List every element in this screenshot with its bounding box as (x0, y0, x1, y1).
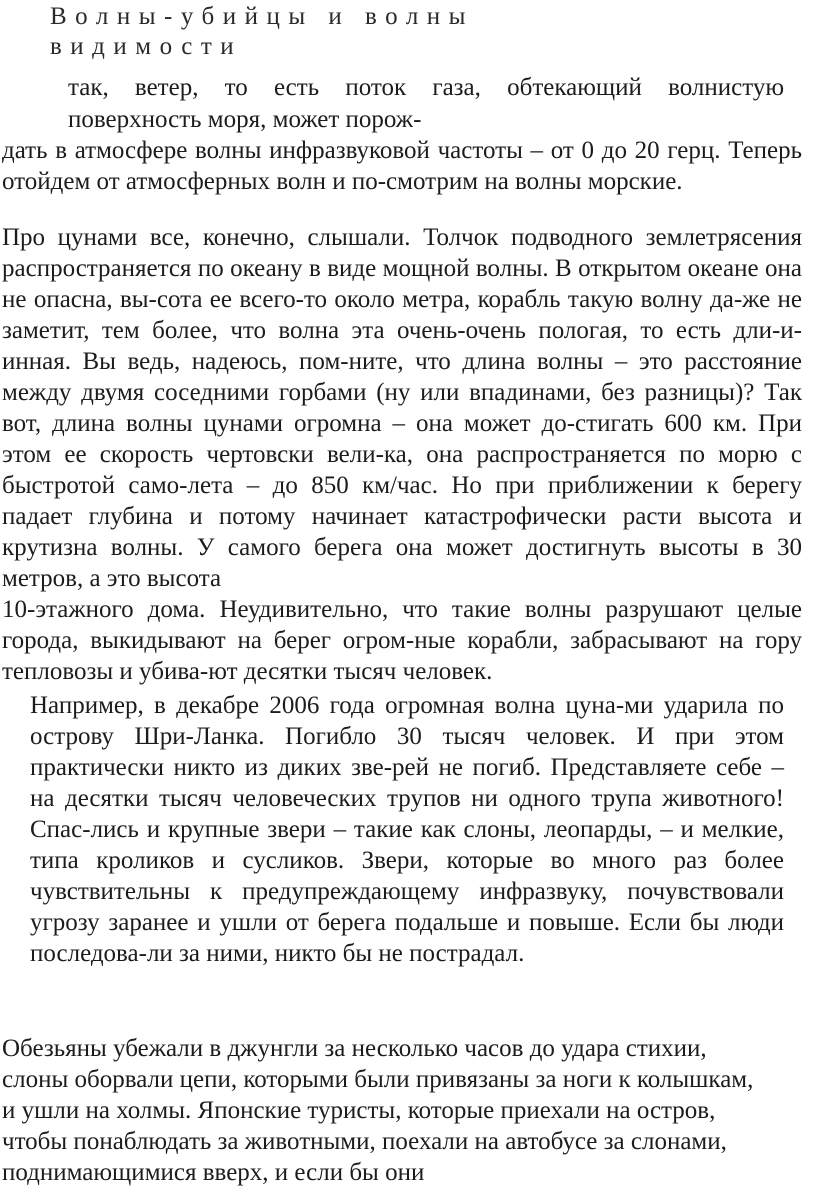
monkeys-paragraph (2, 1033, 802, 1188)
section-heading: Волны-убийцы и волны видимости (50, 3, 474, 60)
monkeys-line: слоны оборвали цепи, которыми были привязаны за ноги к колышкам, (2, 1066, 754, 1093)
monkeys-line: и ушли на холмы. Японские туристы, которые приехали на остров, (2, 1097, 716, 1124)
intro-continuation-paragraph: дать в атмосфере волны инфразвуковой частоты – от 0 до 20 герц. Теперь отойдем от атмосферных волн и по-смотрим на волны морские. (2, 137, 802, 195)
intro-line-1: так, ветер, то есть поток газа, обтекающий волнистую (68, 74, 784, 101)
monkeys-line: Обезьяны убежали в джунгли за несколько часов до удара стихии, (2, 1035, 707, 1062)
monkeys-line: чтобы понаблюдать за животными, поехали на автобусе за слонами, (2, 1128, 727, 1155)
intro-line-2: поверхность моря, может порож- (68, 106, 422, 133)
tsunami-paragraph: Про цунами все, конечно, слышали. Толчок подводного землетрясения распространяется по океану в виде мощной волны. В открытом океане она не опасна, вы-сота ее всего-то около метра, корабль такую волну да-же не заметит, тем более, что волна эта очень-очень пологая, то есть дли-и-инная. Вы ведь, надеюсь, пом-ните, что длина волны – это расстояние между двумя соседними горбами (ну или впадинами, без разницы)? Так вот, длина волны цунами огромна – она может до-стигать 600 км. При этом ее скорость чертовски вели-ка, она распространяется по морю с быстротой само-лета – до 850 км/час. Но при приближении к берегу падает глубина и потому начинает катастрофически расти высота и крутизна волны. У самого берега она может достигнуть высоты в 30 метров, а это высота (2, 224, 802, 592)
tsunami-continuation-paragraph: 10-этажного дома. Неудивительно, что такие волны разрушают целые города, выкидывают на берег огром-ные корабли, забрасывают на гору тепловозы и убива-ют десятки тысяч человек. (2, 596, 802, 685)
monkeys-line: поднимающимися вверх, и если бы они (2, 1159, 425, 1186)
sri-lanka-example-paragraph: Например, в декабре 2006 года огромная волна цуна-ми ударила по острову Шри-Ланка. Погибло 30 тысяч человек. И при этом практически никто из диких зве-рей не погиб. Представляете себе – на десятки тысяч человеческих трупов ни одного трупа животного! Спас-лись и крупные звери – такие как слоны, леопарды, – и мелкие, типа кроликов и сусликов. Звери, которые во много раз более чувствительны к предупреждающему инфразвуку, почувствовали угрозу заранее и ушли от берега подальше и повыше. Если бы люди последова-ли за ними, никто бы не пострадал. (30, 692, 784, 967)
